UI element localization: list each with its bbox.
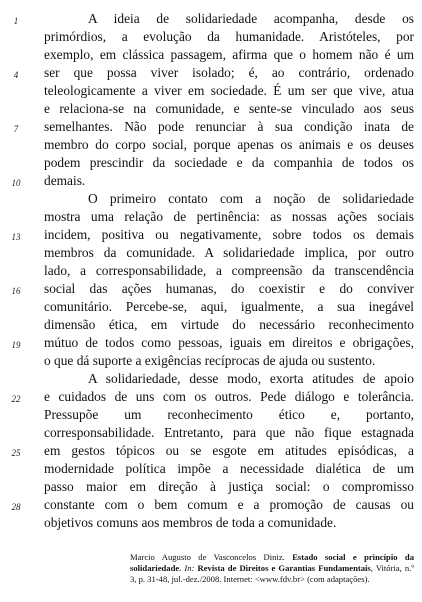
text-line: podem prescindir da sociedade e da companhia de todos os <box>44 155 414 170</box>
line-number: 1 <box>13 16 19 26</box>
reference-author: Marcio Augusto de Vasconcelos Diniz. <box>130 552 285 562</box>
line-number: 28 <box>11 502 21 512</box>
text-line: primórdios, a evolução da humanidade. Aristóteles, por <box>44 29 414 44</box>
text-line: o que dá suporte a exigências recíprocas de ajuda ou sustento. <box>44 353 376 368</box>
text-line: demais. <box>44 173 86 188</box>
line-number: 19 <box>11 340 21 350</box>
text-line: constante com o bem comum e a promoção de causas ou <box>44 497 414 512</box>
line-number: 22 <box>11 394 21 404</box>
text-line: mostra uma relação de pertinência: as nossas ações sociais <box>44 209 414 224</box>
text-line: O primeiro contato com a noção de solidariedade <box>88 191 414 206</box>
text-line: mútuo de todos como pessoas, iguais em direitos e obrigações, <box>44 335 414 350</box>
text-line: exemplo, em clássica passagem, afirma que o homem não é um <box>44 47 414 62</box>
reference-title: Estado social e princípio da solidariedade. <box>130 552 414 573</box>
text-line: lado, a corresponsabilidade, a compreensão da transcendência <box>44 263 414 278</box>
line-number: 16 <box>11 286 21 296</box>
text-line: comunitário. Percebe-se, aqui, igualmente, a sua inegável <box>44 299 414 314</box>
text-line: corresponsabilidade. Entretanto, para que não fique estagnada <box>44 425 414 440</box>
text-line: A solidariedade, desse modo, exorta atitudes de apoio <box>88 371 414 386</box>
line-number: 25 <box>11 448 21 458</box>
reference-in-label: In: <box>184 563 195 573</box>
text-line: e cuidados de uns com os outros. Pede diálogo e tolerância. <box>44 389 414 404</box>
line-number: 4 <box>13 70 19 80</box>
text-line: modernidade política impõe a necessidade dialética de um <box>44 461 414 476</box>
text-line: membro do corpo social, porque apenas os animais e os deuses <box>44 137 414 152</box>
reference-citation <box>130 552 414 585</box>
line-number: 7 <box>13 124 19 134</box>
text-line: membros da comunidade. A solidariedade implica, por outro <box>44 245 414 260</box>
text-line: objetivos comuns aos membros de toda a comunidade. <box>44 515 337 530</box>
line-number: 10 <box>11 178 21 188</box>
text-line: ser que possa viver isolado; é, ao contrário, ordenado <box>44 65 414 80</box>
text-line: Pressupõe um reconhecimento ético e, portanto, <box>44 407 414 422</box>
line-number: 13 <box>11 232 21 242</box>
text-line: incidem, positiva ou negativamente, sobre todos os demais <box>44 227 414 242</box>
text-line: dimensão ética, em virtude do necessário reconhecimento <box>44 317 414 332</box>
reference-journal: Revista de Direitos e Garantias Fundamentais <box>197 563 371 573</box>
text-line: teleologicamente a viver em sociedade. É um ser que vive, atua <box>44 83 414 98</box>
text-line: passo maior em direção à justiça social: o compromisso <box>44 479 414 494</box>
reference-details: , Vitória, n.º 3, p. 31-48, jul.-dez./2008. Internet: <www.fdv.br> (com adaptações). <box>130 563 414 584</box>
text-line: social das ações humanas, do coexistir e do conviver <box>44 281 414 296</box>
text-line: A ideia de solidariedade acompanha, desde os <box>88 11 414 26</box>
text-line: e relaciona-se na comunidade, e sente-se vinculado aos seus <box>44 101 414 116</box>
text-line: semelhantes. Não pode renunciar à sua condição inata de <box>44 119 414 134</box>
text-line: em gestos tópicos ou se esgote em atitudes episódicas, a <box>44 443 414 458</box>
